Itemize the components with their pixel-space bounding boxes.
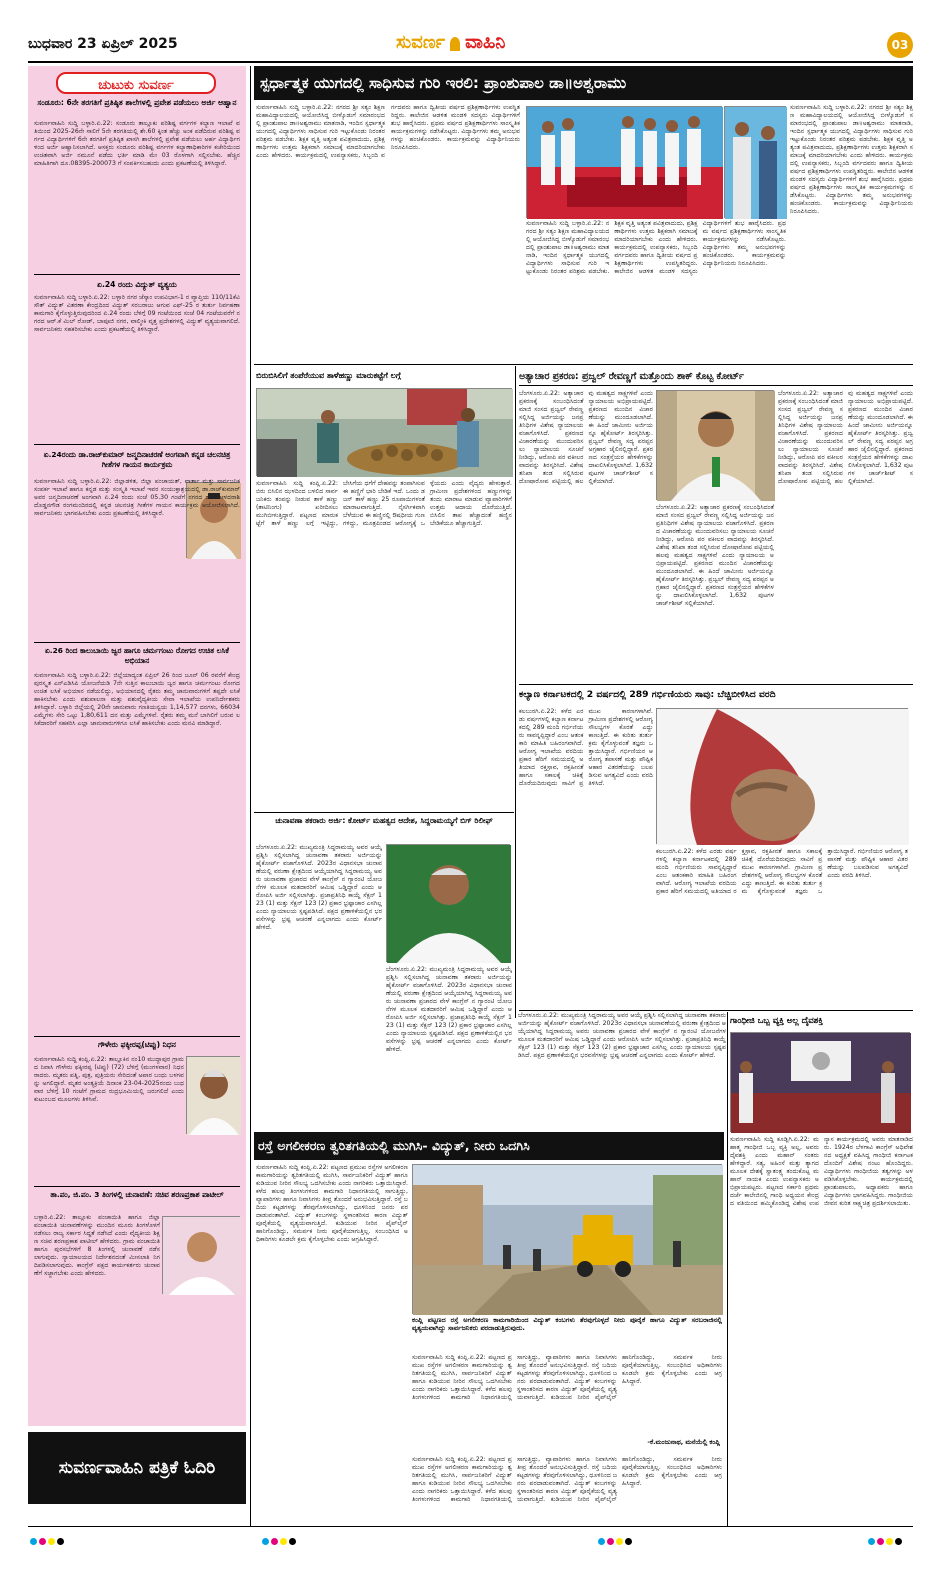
issue-date: ಬುಧವಾರ 23 ಏಪ್ರಿಲ್ 2025 — [28, 36, 178, 52]
maternal-body-col1: ಕಲಬುರಗಿ.ಏ.22: ಕಳೆದ ಎರಡು ವರ್ಷಗಳಲ್ಲಿ ಕಲ್ಯಾಣ ಕರ್ನಾಟಕದಲ್ಲಿ 289 ಮಂದಿ ಗರ್ಭಿಣಿಯರು ಸಾವನ್ನಪ್ಪಿದ್ದಾರೆ ಎಂಬ ಆತಂಕಕಾರಿ ಮಾಹಿತಿ ಬಹಿರಂಗವಾಗಿದೆ. ಆರೋಗ್ಯ ಇಲಾಖೆಯ ವರದಿಯ ಪ್ರಕಾರ ಹೆರಿಗೆ ಸಮಯದಲ್ಲಿ ಅತಿಯಾದ ರಕ್ತಸ್ರಾವ, ರಕ್ತಹೀನತೆ ಹಾಗೂ ಸಕಾಲಕ್ಕೆ ಚಿಕಿತ್ಸೆ ದೊರೆಯದಿರುವುದು ಸಾವಿಗೆ ಪ್ರಮುಖ ಕಾರಣಗಳಾಗಿವೆ. ಗ್ರಾಮೀಣ ಪ್ರದೇಶಗಳಲ್ಲಿ ಆರೋಗ್ಯ ಸೌಲಭ್ಯಗಳ ಕೊರತೆ ಎದ್ದು ಕಾಣುತ್ತಿದೆ. ಈ ಕುರಿತು ತುರ್ತು ಕ್ರಮ ಕೈಗೊಳ್ಳುವಂತೆ ತಜ್ಞರು ಒತ್ತಾಯಿಸಿದ್ದಾರೆ. ಗರ್ಭಿಣಿಯರ ಆರೋಗ್ಯ ತಪಾಸಣೆ ಮತ್ತು ಪೌಷ್ಟಿಕ ಆಹಾರ ವಿತರಣೆಯನ್ನು ಬಲಪಡಿಸುವ ಅಗತ್ಯವಿದೆ ಎಂದು ವರದಿ ತಿಳಿಸಿದೆ. — [519, 708, 653, 787]
black-dot — [895, 1538, 902, 1545]
lead-body-col2: ಸುವರ್ಣವಾಹಿನಿ ಸುದ್ದಿ ಬಳ್ಳಾರಿ.ಏ.22: ನಗರದ ಶ್ರೀ ಸತ್ಯಂ ಶಿಕ್ಷಣ ಮಹಾವಿದ್ಯಾಲಯದಲ್ಲಿ ಆಯೋಜಿಸಿದ್ದ ಬೀಳ್ಕೊಡುಗೆ ಸಮಾರಂಭದಲ್ಲಿ ಪ್ರಾಂಶುಪಾಲ ಡಾ॥ಅಶ್ವರಾಮು ಮಾತನಾಡಿ, ಇಂದಿನ ಸ್ಪರ್ಧಾತ್ಮಕ ಯುಗದಲ್ಲಿ ವಿದ್ಯಾರ್ಥಿಗಳು ಸಾಧಿಸುವ ಗುರಿ ಇಟ್ಟುಕೊಂಡು ನಿರಂತರ ಪರಿಶ್ರಮ ಪಡಬೇಕು. ಶಿಕ್ಷಕ ವೃತ್ತಿ ಅತ್ಯಂತ ಪವಿತ್ರವಾದುದು, ಪ್ರಶಿಕ್ಷಣಾರ್ಥಿಗಳು ಉತ್ತಮ ಶಿಕ್ಷಕರಾಗಿ ಸಮಾಜಕ್ಕೆ ಮಾದರಿಯಾಗಬೇಕು ಎಂದು ಹೇಳಿದರು. ಕಾರ್ಯಕ್ರಮದಲ್ಲಿ ಉಪನ್ಯಾಸಕರು, ಸಿಬ್ಬಂದಿ ವರ್ಗದವರು ಹಾಗೂ ದ್ವಿತೀಯ ವರ್ಷದ ಪ್ರಶಿಕ್ಷಣಾರ್ಥಿಗಳು ಉಪಸ್ಥಿತರಿದ್ದರು. ಕಾಲೇಜಿನ ಆಡಳಿತ ಮಂಡಳಿ ಸದಸ್ಯರು ವಿದ್ಯಾರ್ಥಿಗಳಿಗೆ ಶುಭ ಹಾರೈಸಿದರು. ಪ್ರಥಮ ವರ್ಷದ ಪ್ರಶಿಕ್ಷಣಾರ್ಥಿಗಳು ಸಾಂಸ್ಕೃತಿಕ ಕಾರ್ಯಕ್ರಮಗಳನ್ನು ನಡೆಸಿಕೊಟ್ಟರು. ವಿದ್ಯಾರ್ಥಿಗಳು ತಮ್ಮ ಅನುಭವಗಳನ್ನು ಹಂಚಿಕೊಂಡರು. ಕಾರ್ಯಕ್ರಮವನ್ನು ವಿದ್ಯಾರ್ಥಿನಿಯರು ನಿರೂಪಿಸಿದರು. — [526, 220, 786, 275]
divider — [34, 444, 240, 445]
sidebar-title-text: ಚುಟುಕು ಸುವರ್ಣ — [98, 78, 174, 93]
road-headline: ರಸ್ತೆ ಅಗಲೀಕರಣ ತ್ವರಿತಗತಿಯಲ್ಲಿ ಮುಗಿಸಿ- ವಿದ್ಯುತ್, ನೀರು ಒದಗಿಸಿ — [258, 1138, 530, 1153]
sidebar-headline: ಗೌಳೇರು ಫಕ್ಕೀರಪ್ಪ(ಟಿಪ್ಪು) ನಿಧನ — [97, 1040, 177, 1049]
divider — [254, 364, 913, 365]
sidebar-body: ಬಳ್ಳಾರಿ.ಏ.22: ತಾಲ್ಲೂಕು ಪಂಚಾಯಿತಿ ಹಾಗೂ ಜಿಲ್ಲಾ ಪಂಚಾಯಿತಿ ಚುನಾವಣೆಗಳನ್ನು ಮುಂದಿನ ಮೂರು ತಿಂಗಳೊಳಗೆ ನಡೆಸಲು ರಾಜ್ಯ ಸರ್ಕಾರ ಸಿದ್ಧತೆ ನಡೆಸಿದೆ ಎಂದು ವೈದ್ಯಕೀಯ ಶಿಕ್ಷಣ ಸಚಿವ ಶರಣಪ್ರಕಾಶ ಪಾಟೀಲ್ ಹೇಳಿದರು. ಗ್ರಾಮ ಪಂಚಾಯಿತಿ ಹಾಗೂ ಪುರಸಭೆಗಳಿಗೆ 8 ತಿಂಗಳಲ್ಲಿ ಚುನಾವಣೆ ನಡೆಸಲಾಗುವುದು. ನ್ಯಾಯಾಲಯದ ನಿರ್ದೇಶನದಂತೆ ಮೀಸಲಾತಿ ನಿಗದಿಪಡಿಸಲಾಗುವುದು. ಕಾಂಗ್ರೆಸ್ ಪಕ್ಷದ ಕಾರ್ಯಕರ್ತರು ಚುನಾವಣೆಗೆ ಸಜ್ಜಾಗಬೇಕು ಎಂದು ಹೇಳಿದರು. — [34, 1214, 160, 1277]
sidebar-body: ಸುವರ್ಣವಾಹಿನಿ ಸುದ್ದಿ ಬಳ್ಳಾರಿ.ಏ.22: ಜಿಲ್ಲಾಡಳಿತ, ಜಿಲ್ಲಾ ಪಂಚಾಯತ್, ವಾರ್ತಾ ಮತ್ತು ಸಾರ್ವಜನಿಕ ಸಂಪರ್ಕ ಇಲಾಖೆ ಹಾಗೂ ಕನ್ನಡ ಮತ್ತು ಸಂಸ್ಕೃತಿ ಇಲಾಖೆ ಇವರ ಸಂಯುಕ್ತಾಶ್ರಯದಲ್ಲಿ ಡಾ.ರಾಜ್‌ಕುಮಾರ್ ಅವರ ಜನ್ಮದಿನಾಚರಣೆ ಅಂಗವಾಗಿ ಏ.24 ರಂದು ಸಂಜೆ 05.30 ಗಂಟೆಗೆ ನಗರದ ಡಾ.ಜೋಳದರಾಶಿ ದೊಡ್ಡನಗೌಡ ರಂಗಮಂದಿರದಲ್ಲಿ ಕನ್ನಡ ಚಲನಚಿತ್ರ ಗೀತೆಗಳ ಗಾಯನ ಕಾರ್ಯಕ್ರಮ ಆಯೋಜಿಸಲಾಗಿದೆ. ಸಾರ್ವಜನಿಕರು ಭಾಗವಹಿಸಬೇಕು ಎಂದು ಪ್ರಕಟಣೆಯಲ್ಲಿ ತಿಳಿಸಿದ್ದಾರೆ. — [34, 478, 240, 517]
sidebar-headline: ಏ.24ರಂದು ಡಾ.ರಾಜ್‌ಕುಮಾರ್ ಜನ್ಮದಿನಾಚರಣೆ ಅಂಗವಾಗಿ ಕನ್ನಡ ಚಲನಚಿತ್ರ ಗೀತೆಗಳ ಗಾಯನ ಕಾರ್ಯಕ್ರಮ — [43, 450, 231, 469]
cyan-dot — [868, 1538, 875, 1545]
divider — [34, 1186, 240, 1187]
vegetables-photo — [256, 388, 512, 476]
divider — [34, 1036, 240, 1037]
subscribe-banner — [28, 1432, 246, 1504]
registration-marks-left — [30, 1530, 66, 1549]
sidebar-section-title — [56, 72, 216, 94]
black-dot — [289, 1538, 296, 1545]
torch-icon — [450, 37, 460, 51]
lead-body-col3: ಸುವರ್ಣವಾಹಿನಿ ಸುದ್ದಿ ಬಳ್ಳಾರಿ.ಏ.22: ನಗರದ ಶ್ರೀ ಸತ್ಯಂ ಶಿಕ್ಷಣ ಮಹಾವಿದ್ಯಾಲಯದಲ್ಲಿ ಆಯೋಜಿಸಿದ್ದ ಬೀಳ್ಕೊಡುಗೆ ಸಮಾರಂಭದಲ್ಲಿ ಪ್ರಾಂಶುಪಾಲ ಡಾ॥ಅಶ್ವರಾಮು ಮಾತನಾಡಿ, ಇಂದಿನ ಸ್ಪರ್ಧಾತ್ಮಕ ಯುಗದಲ್ಲಿ ವಿದ್ಯಾರ್ಥಿಗಳು ಸಾಧಿಸುವ ಗುರಿ ಇಟ್ಟುಕೊಂಡು ನಿರಂತರ ಪರಿಶ್ರಮ ಪಡಬೇಕು. ಶಿಕ್ಷಕ ವೃತ್ತಿ ಅತ್ಯಂತ ಪವಿತ್ರವಾದುದು, ಪ್ರಶಿಕ್ಷಣಾರ್ಥಿಗಳು ಉತ್ತಮ ಶಿಕ್ಷಕರಾಗಿ ಸಮಾಜಕ್ಕೆ ಮಾದರಿಯಾಗಬೇಕು ಎಂದು ಹೇಳಿದರು. ಕಾರ್ಯಕ್ರಮದಲ್ಲಿ ಉಪನ್ಯಾಸಕರು, ಸಿಬ್ಬಂದಿ ವರ್ಗದವರು ಹಾಗೂ ದ್ವಿತೀಯ ವರ್ಷದ ಪ್ರಶಿಕ್ಷಣಾರ್ಥಿಗಳು ಉಪಸ್ಥಿತರಿದ್ದರು. ಕಾಲೇಜಿನ ಆಡಳಿತ ಮಂಡಳಿ ಸದಸ್ಯರು ವಿದ್ಯಾರ್ಥಿಗಳಿಗೆ ಶುಭ ಹಾರೈಸಿದರು. ಪ್ರಥಮ ವರ್ಷದ ಪ್ರಶಿಕ್ಷಣಾರ್ಥಿಗಳು ಸಾಂಸ್ಕೃತಿಕ ಕಾರ್ಯಕ್ರಮಗಳನ್ನು ನಡೆಸಿಕೊಟ್ಟರು. ವಿದ್ಯಾರ್ಥಿಗಳು ತಮ್ಮ ಅನುಭವಗಳನ್ನು ಹಂಚಿಕೊಂಡರು. ಕಾರ್ಯಕ್ರಮವನ್ನು ವಿದ್ಯಾರ್ಥಿನಿಯರು ನಿರೂಪಿಸಿದರು. — [790, 104, 913, 215]
election-headline: ಚುನಾವಣಾ ತಕರಾರು ಅರ್ಜಿ: ಕೋರ್ಟ್ ಮಹತ್ವದ ಆದೇಶ, ಸಿದ್ದರಾಮಯ್ಯಗೆ ಬಿಗ್ ರಿಲೀಫ್ — [275, 816, 493, 825]
election-body-col1: ಬೆಂಗಳೂರು.ಏ.22: ಮುಖ್ಯಮಂತ್ರಿ ಸಿದ್ದರಾಮಯ್ಯ ಅವರ ಆಯ್ಕೆ ಪ್ರಶ್ನಿಸಿ ಸಲ್ಲಿಸಲಾಗಿದ್ದ ಚುನಾವಣಾ ತಕರಾರು ಅರ್ಜಿಯನ್ನು ಹೈಕೋರ್ಟ್ ವಜಾಗೊಳಿಸಿದೆ. 2023ರ ವಿಧಾನಸಭಾ ಚುನಾವಣೆಯಲ್ಲಿ ವರುಣಾ ಕ್ಷೇತ್ರದಿಂದ ಆಯ್ಕೆಯಾಗಿದ್ದ ಸಿದ್ದರಾಮಯ್ಯ ಅವರು ಚುನಾವಣಾ ಪ್ರಚಾರದ ವೇಳೆ ಕಾಂಗ್ರೆಸ್ ನ ಗ್ಯಾರಂಟಿ ಯೋಜನೆಗಳ ಮೂಲಕ ಮತದಾರರಿಗೆ ಆಮಿಷ ಒಡ್ಡಿದ್ದಾರೆ ಎಂದು ಆರೋಪಿಸಿ ಅರ್ಜಿ ಸಲ್ಲಿಸಲಾಗಿತ್ತು. ಪ್ರಜಾಪ್ರತಿನಿಧಿ ಕಾಯ್ದೆ ಸೆಕ್ಷನ್ 123 (1) ಮತ್ತು ಸೆಕ್ಷನ್ 123 (2) ಪ್ರಕಾರ ಭ್ರಷ್ಟಾಚಾರ ಎಸಗಿಲ್ಲ ಎಂದು ನ್ಯಾಯಾಲಯ ಸ್ಪಷ್ಟಪಡಿಸಿದೆ. ಪಕ್ಷದ ಪ್ರಣಾಳಿಕೆಯಲ್ಲಿನ ಭರವಸೆಗಳನ್ನು ಭ್ರಷ್ಟ ಆಚರಣೆ ಎನ್ನಲಾಗದು ಎಂದು ಕೋರ್ಟ್ ಹೇಳಿದೆ. — [256, 844, 382, 931]
road-body-col2-top: ಸುವರ್ಣವಾಹಿನಿ ಸುದ್ದಿ ಕಂಪ್ಲಿ.ಏ.22: ಪಟ್ಟಣದ ಪ್ರಮುಖ ರಸ್ತೆಗಳ ಅಗಲೀಕರಣ ಕಾಮಗಾರಿಯನ್ನು ತ್ವರಿತಗತಿಯಲ್ಲಿ ಮುಗಿಸಿ, ಸಾರ್ವಜನಿಕರಿಗೆ ವಿದ್ಯುತ್ ಹಾಗೂ ಕುಡಿಯುವ ನೀರಿನ ಸೌಲಭ್ಯ ಒದಗಿಸಬೇಕು ಎಂದು ನಾಗರಿಕರು ಒತ್ತಾಯಿಸಿದ್ದಾರೆ. ಕಳೆದ ಹಲವು ತಿಂಗಳುಗಳಿಂದ ಕಾಮಗಾರಿ ನಿಧಾನಗತಿಯಲ್ಲಿ ಸಾಗುತ್ತಿದ್ದು, ವ್ಯಾಪಾರಿಗಳು ಹಾಗೂ ನಿವಾಸಿಗಳು ತೀವ್ರ ತೊಂದರೆ ಅನುಭವಿಸುತ್ತಿದ್ದಾರೆ. ರಸ್ತೆ ಬದಿಯ ಕಟ್ಟಡಗಳನ್ನು ತೆರವುಗೊಳಿಸಲಾಗಿದ್ದು, ಧೂಳಿನಿಂದ ಜನರು ಪರದಾಡುವಂತಾಗಿದೆ. ವಿದ್ಯುತ್ ಕಂಬಗಳನ್ನು ಸ್ಥಳಾಂತರಿಸದ ಕಾರಣ ವಿದ್ಯುತ್ ಪೂರೈಕೆಯಲ್ಲಿ ವ್ಯತ್ಯಯವಾಗುತ್ತಿದೆ. ಕುಡಿಯುವ ನೀರಿನ ಪೈಪ್‌ಲೈನ್ ಹಾನಿಗೊಂಡಿದ್ದು, ಸಮರ್ಪಕ ನೀರು ಪೂರೈಕೆಯಾಗುತ್ತಿಲ್ಲ. ಸಂಬಂಧಿಸಿದ ಅಧಿಕಾರಿಗಳು ಕೂಡಲೇ ಕ್ರಮ ಕೈಗೊಳ್ಳಬೇಕು ಎಂದು ಆಗ್ರಹಿಸಿದ್ದಾರೆ. — [412, 1354, 722, 1401]
divider — [34, 274, 240, 275]
sidebar-body: ಸುವರ್ಣವಾಹಿನಿ ಸುದ್ದಿ ಕಂಪ್ಲಿ.ಏ.22: ತಾಲ್ಲೂಕಿನ ನಂ10 ಮುದ್ದಾಪುರ ಗ್ರಾಮದ ನಿವಾಸಿ ಗೌಳೇರು ಫಕ್ಕೀರಪ್ಪ (ಟಿಪ್ಪು) (72) ಬೆಳಿಗ್ಗೆ (ಮಂಗಳವಾರ) ನಿಧನರಾದರು. ಮೃತರು ಪತ್ನಿ, ಪುತ್ರ, ಪುತ್ರಿಯರು ಸೇರಿದಂತೆ ಅಪಾರ ಬಂಧು ಬಳಗವನ್ನು ಅಗಲಿದ್ದಾರೆ. ಮೃತರ ಅಂತ್ಯಕ್ರಿಯೆ ದಿನಾಂಕ 23-04-2025ರಂದು ಬುಧವಾರ ಬೆಳಿಗ್ಗೆ 10 ಗಂಟೆಗೆ ಗ್ರಾಮದ ರುದ್ರಭೂಮಿಯಲ್ಲಿ ಜರುಗಲಿದೆ ಎಂದು ಕುಟುಂಬದ ಮೂಲಗಳು ತಿಳಿಸಿವೆ. — [34, 1056, 184, 1103]
minister-photo — [162, 1216, 240, 1294]
road-body-col2: ಸುವರ್ಣವಾಹಿನಿ ಸುದ್ದಿ ಕಂಪ್ಲಿ.ಏ.22: ಪಟ್ಟಣದ ಪ್ರಮುಖ ರಸ್ತೆಗಳ ಅಗಲೀಕರಣ ಕಾಮಗಾರಿಯನ್ನು ತ್ವರಿತಗತಿಯಲ್ಲಿ ಮುಗಿಸಿ, ಸಾರ್ವಜನಿಕರಿಗೆ ವಿದ್ಯುತ್ ಹಾಗೂ ಕುಡಿಯುವ ನೀರಿನ ಸೌಲಭ್ಯ ಒದಗಿಸಬೇಕು ಎಂದು ನಾಗರಿಕರು ಒತ್ತಾಯಿಸಿದ್ದಾರೆ. ಕಳೆದ ಹಲವು ತಿಂಗಳುಗಳಿಂದ ಕಾಮಗಾರಿ ನಿಧಾನಗತಿಯಲ್ಲಿ ಸಾಗುತ್ತಿದ್ದು, ವ್ಯಾಪಾರಿಗಳು ಹಾಗೂ ನಿವಾಸಿಗಳು ತೀವ್ರ ತೊಂದರೆ ಅನುಭವಿಸುತ್ತಿದ್ದಾರೆ. ರಸ್ತೆ ಬದಿಯ ಕಟ್ಟಡಗಳನ್ನು ತೆರವುಗೊಳಿಸಲಾಗಿದ್ದು, ಧೂಳಿನಿಂದ ಜನರು ಪರದಾಡುವಂತಾಗಿದೆ. ವಿದ್ಯುತ್ ಕಂಬಗಳನ್ನು ಸ್ಥಳಾಂತರಿಸದ ಕಾರಣ ವಿದ್ಯುತ್ ಪೂರೈಕೆಯಲ್ಲಿ ವ್ಯತ್ಯಯವಾಗುತ್ತಿದೆ. ಕುಡಿಯುವ ನೀರಿನ ಪೈಪ್‌ಲೈನ್ ಹಾನಿಗೊಂಡಿದ್ದು, ಸಮರ್ಪಕ ನೀರು ಪೂರೈಕೆಯಾಗುತ್ತಿಲ್ಲ. ಸಂಬಂಧಿಸಿದ ಅಧಿಕಾರಿಗಳು ಕೂಡಲೇ ಕ್ರಮ ಕೈಗೊಳ್ಳಬೇಕು ಎಂದು ಆಗ್ರಹಿಸಿದ್ದಾರೆ. — [412, 1456, 722, 1503]
road-headline-band — [254, 1132, 724, 1160]
sidebar-headline: ಏ.24 ರಂದು ವಿದ್ಯುತ್ ವ್ಯತ್ಯಯ — [97, 280, 177, 289]
yellow-dot — [48, 1538, 55, 1545]
gandhi-body: ಸುವರ್ಣವಾಹಿನಿ ಸುದ್ದಿ ಕೂಡ್ಲಿಗಿ.ಏ.22: ಮಹಾತ್ಮ ಗಾಂಧೀಜಿ ಒಬ್ಬ ವ್ಯಕ್ತಿ ಅಲ್ಲ, ಅವರು ದೈವಶಕ್ತಿ ಎಂದು ಮಹಾನ್ ಸಂತರು ಹೇಳಿದ್ದಾರೆ. ಸತ್ಯ, ಅಹಿಂಸೆ ಮತ್ತು ತ್ಯಾಗದ ಮೂಲಕ ದೇಶಕ್ಕೆ ಸ್ವಾತಂತ್ರ್ಯ ತಂದುಕೊಟ್ಟ ಮಹಾನ್ ನಾಯಕ ಎಂದು ಉಪನ್ಯಾಸಕರು ಅಭಿಪ್ರಾಯಪಟ್ಟರು. ಪಟ್ಟಣದ ಸರ್ಕಾರಿ ಪ್ರಥಮ ದರ್ಜೆ ಕಾಲೇಜಿನಲ್ಲಿ ಗಾಂಧಿ ಅಧ್ಯಯನ ಕೇಂದ್ರದ ವತಿಯಿಂದ ಹಮ್ಮಿಕೊಂಡಿದ್ದ ವಿಶೇಷ ಉಪನ್ಯಾಸ ಕಾರ್ಯಕ್ರಮದಲ್ಲಿ ಅವರು ಮಾತನಾಡಿದರು. 1924ರ ಬೆಳಗಾವಿ ಕಾಂಗ್ರೆಸ್ ಅಧಿವೇಶನದ ಅಧ್ಯಕ್ಷತೆ ವಹಿಸಿದ್ದ ಗಾಂಧೀಜಿ ಕರ್ನಾಟಕದೊಂದಿಗೆ ವಿಶೇಷ ನಂಟು ಹೊಂದಿದ್ದರು. ವಿದ್ಯಾರ್ಥಿಗಳು ಗಾಂಧೀಜಿಯ ತತ್ವಗಳನ್ನು ಅಳವಡಿಸಿಕೊಳ್ಳಬೇಕು. ಕಾರ್ಯಕ್ರಮದಲ್ಲಿ ಪ್ರಾಂಶುಪಾಲರು, ಅಧ್ಯಾಪಕರು ಹಾಗೂ ವಿದ್ಯಾರ್ಥಿಗಳು ಭಾಗವಹಿಸಿದ್ದರು. ಗಾಂಧೀಜಿಯ ಜೀವನ ಕುರಿತ ಸಾಕ್ಷ್ಯಚಿತ್ರ ಪ್ರದರ್ಶಿಸಲಾಯಿತು. — [730, 1136, 913, 1207]
court-body-col1: ಬೆಂಗಳೂರು.ಏ.22: ಅತ್ಯಾಚಾರ ಪ್ರಕರಣಕ್ಕೆ ಸಂಬಂಧಿಸಿದಂತೆ ಮಾಜಿ ಸಂಸದ ಪ್ರಜ್ವಲ್ ರೇವಣ್ಣ ಸಲ್ಲಿಸಿದ್ದ ಅರ್ಜಿಯನ್ನು ಜನಪ್ರತಿನಿಧಿಗಳ ವಿಶೇಷ ನ್ಯಾಯಾಲಯ ವಜಾಗೊಳಿಸಿದೆ. ಪ್ರಕರಣದ ವಿಚಾರಣೆಯನ್ನು ಮುಂದುವರಿಸಲು ನ್ಯಾಯಾಲಯ ಸೂಚನೆ ನೀಡಿದ್ದು, ಆರೋಪಿ ಪರ ವಕೀಲರ ವಾದವನ್ನು ತಿರಸ್ಕರಿಸಿದೆ. ವಿಶೇಷ ತನಿಖಾ ತಂಡ ಸಲ್ಲಿಸಿರುವ ದೋಷಾರೋಪ ಪಟ್ಟಿಯಲ್ಲಿ ಹಲವು ಮಹತ್ವದ ಸಾಕ್ಷ್ಯಗಳಿವೆ ಎಂದು ನ್ಯಾಯಾಲಯ ಅಭಿಪ್ರಾಯಪಟ್ಟಿದೆ. ಪ್ರಕರಣದ ಮುಂದಿನ ವಿಚಾರಣೆಯನ್ನು ಮುಂದೂಡಲಾಗಿದೆ. ಈ ಹಿಂದೆ ಜಾಮೀನು ಅರ್ಜಿಯನ್ನೂ ಹೈಕೋರ್ಟ್ ತಿರಸ್ಕರಿಸಿತ್ತು. ಪ್ರಜ್ವಲ್ ರೇವಣ್ಣ ಸದ್ಯ ಪರಪ್ಪನ ಅಗ್ರಹಾರ ಜೈಲಿನಲ್ಲಿದ್ದಾರೆ. ಪ್ರಕರಣದ ಸಂತ್ರಸ್ತೆಯರ ಹೇಳಿಕೆಗಳನ್ನು ದಾಖಲಿಸಿಕೊಳ್ಳಲಾಗಿದೆ. 1,632 ಪುಟಗಳ ಚಾರ್ಜ್‌ಶೀಟ್ ಸಲ್ಲಿಕೆಯಾಗಿದೆ. — [519, 390, 653, 485]
registration-marks-mid-right — [598, 1530, 634, 1549]
divider — [34, 642, 240, 643]
brand-name-right: ವಾಹಿನಿ — [465, 32, 506, 53]
court-body-col3: ಬೆಂಗಳೂರು.ಏ.22: ಅತ್ಯಾಚಾರ ಪ್ರಕರಣಕ್ಕೆ ಸಂಬಂಧಿಸಿದಂತೆ ಮಾಜಿ ಸಂಸದ ಪ್ರಜ್ವಲ್ ರೇವಣ್ಣ ಸಲ್ಲಿಸಿದ್ದ ಅರ್ಜಿಯನ್ನು ಜನಪ್ರತಿನಿಧಿಗಳ ವಿಶೇಷ ನ್ಯಾಯಾಲಯ ವಜಾಗೊಳಿಸಿದೆ. ಪ್ರಕರಣದ ವಿಚಾರಣೆಯನ್ನು ಮುಂದುವರಿಸಲು ನ್ಯಾಯಾಲಯ ಸೂಚನೆ ನೀಡಿದ್ದು, ಆರೋಪಿ ಪರ ವಕೀಲರ ವಾದವನ್ನು ತಿರಸ್ಕರಿಸಿದೆ. ವಿಶೇಷ ತನಿಖಾ ತಂಡ ಸಲ್ಲಿಸಿರುವ ದೋಷಾರೋಪ ಪಟ್ಟಿಯಲ್ಲಿ ಹಲವು ಮಹತ್ವದ ಸಾಕ್ಷ್ಯಗಳಿವೆ ಎಂದು ನ್ಯಾಯಾಲಯ ಅಭಿಪ್ರಾಯಪಟ್ಟಿದೆ. ಪ್ರಕರಣದ ಮುಂದಿನ ವಿಚಾರಣೆಯನ್ನು ಮುಂದೂಡಲಾಗಿದೆ. ಈ ಹಿಂದೆ ಜಾಮೀನು ಅರ್ಜಿಯನ್ನೂ ಹೈಕೋರ್ಟ್ ತಿರಸ್ಕರಿಸಿತ್ತು. ಪ್ರಜ್ವಲ್ ರೇವಣ್ಣ ಸದ್ಯ ಪರಪ್ಪನ ಅಗ್ರಹಾರ ಜೈಲಿನಲ್ಲಿದ್ದಾರೆ. ಪ್ರಕರಣದ ಸಂತ್ರಸ್ತೆಯರ ಹೇಳಿಕೆಗಳನ್ನು ದಾಖಲಿಸಿಕೊಳ್ಳಲಾಗಿದೆ. 1,632 ಪುಟಗಳ ಚಾರ್ಜ್‌ಶೀಟ್ ಸಲ್ಲಿಕೆಯಾಗಿದೆ. — [778, 390, 913, 485]
maternal-body-col2: ಕಲಬುರಗಿ.ಏ.22: ಕಳೆದ ಎರಡು ವರ್ಷಗಳಲ್ಲಿ ಕಲ್ಯಾಣ ಕರ್ನಾಟಕದಲ್ಲಿ 289 ಮಂದಿ ಗರ್ಭಿಣಿಯರು ಸಾವನ್ನಪ್ಪಿದ್ದಾರೆ ಎಂಬ ಆತಂಕಕಾರಿ ಮಾಹಿತಿ ಬಹಿರಂಗವಾಗಿದೆ. ಆರೋಗ್ಯ ಇಲಾಖೆಯ ವರದಿಯ ಪ್ರಕಾರ ಹೆರಿಗೆ ಸಮಯದಲ್ಲಿ ಅತಿಯಾದ ರಕ್ತಸ್ರಾವ, ರಕ್ತಹೀನತೆ ಹಾಗೂ ಸಕಾಲಕ್ಕೆ ಚಿಕಿತ್ಸೆ ದೊರೆಯದಿರುವುದು ಸಾವಿಗೆ ಪ್ರಮುಖ ಕಾರಣಗಳಾಗಿವೆ. ಗ್ರಾಮೀಣ ಪ್ರದೇಶಗಳಲ್ಲಿ ಆರೋಗ್ಯ ಸೌಲಭ್ಯಗಳ ಕೊರತೆ ಎದ್ದು ಕಾಣುತ್ತಿದೆ. ಈ ಕುರಿತು ತುರ್ತು ಕ್ರಮ ಕೈಗೊಳ್ಳುವಂತೆ ತಜ್ಞರು ಒತ್ತಾಯಿಸಿದ್ದಾರೆ. ಗರ್ಭಿಣಿಯರ ಆರೋಗ್ಯ ತಪಾಸಣೆ ಮತ್ತು ಪೌಷ್ಟಿಕ ಆಹಾರ ವಿತರಣೆಯನ್ನು ಬಲಪಡಿಸುವ ಅಗತ್ಯವಿದೆ ಎಂದು ವರದಿ ತಿಳಿಸಿದೆ. — [656, 848, 908, 895]
road-byline: -ಕೆ.ಮಂಜುನಾಥ, ಮನೆಯೆಲ್ಲಿ ಕಂಪ್ಲಿ — [647, 1438, 720, 1446]
cyan-dot — [262, 1538, 269, 1545]
sidebar-body: ಸುವರ್ಣವಾಹಿನಿ ಸುದ್ದಿ ಬಳ್ಳಾರಿ.ಏ.22: ಬಳ್ಳಾರಿ ನಗರ ಜೆಸ್ಕಾಂ ಉಪವಿಭಾಗ-1 ರ ವ್ಯಾಪ್ತಿಯ 110/11ಕೆವಿ ಸೌತ್ ವಿದ್ಯುತ್ ವಿತರಣಾ ಕೇಂದ್ರದಿಂದ ವಿದ್ಯುತ್ ಸರಬರಾಜು ಆಗುವ ಎಫ್-25 ರ ತುರ್ತು ನಿರ್ವಹಣಾ ಕಾಮಗಾರಿ ಕೈಗೊಳ್ಳುತ್ತಿರುವುದರಿಂದ ಏ.24 ರಂದು ಬೆಳಿಗ್ಗೆ 09 ಗಂಟೆಯಿಂದ ಸಂಜೆ 04 ಗಂಟೆಯವರೆಗೆ ನಗರದ ಆರ್.ಕೆ ಮಿಲ್ ರೋಡ್, ಬಾಪೂಜಿ ನಗರ, ವಾಲ್ಮೀಕಿ ವೃತ್ತ ಪ್ರದೇಶಗಳಲ್ಲಿ ವಿದ್ಯುತ್ ವ್ಯತ್ಯಯವಾಗಲಿದೆ. ಸಾರ್ವಜನಿಕರು ಸಹಕರಿಸಬೇಕು ಎಂದು ಪ್ರಕಟಣೆಯಲ್ಲಿ ತಿಳಿಸಿದ್ದಾರೆ. — [34, 294, 240, 333]
registration-marks-right — [868, 1530, 904, 1549]
yellow-dot — [886, 1538, 893, 1545]
brand-name-left: ಸುವರ್ಣ — [396, 32, 445, 53]
sidebar-body: ಸುವರ್ಣವಾಹಿನಿ ಸುದ್ದಿ ಬಳ್ಳಾರಿ.ಏ.22: ಜಿಲ್ಲೆಯಾದ್ಯಂತ ಏಪ್ರಿಲ್ 26 ರಿಂದ ಜೂನ್ 06 ರವರೆಗೆ ಕೇಂದ್ರ ಪುರಸ್ಕೃತ ಎನ್‌ಎಡಿಸಿಪಿ ಯೋಜನೆಯಡಿ 7ನೇ ಸುತ್ತಿನ ಕಾಲುಬಾಯಿ ಜ್ವರ ಹಾಗೂ ಚರ್ಮಗಂಟು ರೋಗದ ಉಚಿತ ಲಸಿಕೆ ಅಭಿಯಾನ ನಡೆಯಲಿದ್ದು, ಅಭಿಯಾನದಲ್ಲಿ ರೈತರು ತಮ್ಮ ಜಾನುವಾರುಗಳಿಗೆ ತಪ್ಪದೇ ಲಸಿಕೆ ಹಾಕಿಸಬೇಕು ಎಂದು ಪಶುಪಾಲನಾ ಮತ್ತು ಪಶುವೈದ್ಯಕೀಯ ಸೇವಾ ಇಲಾಖೆಯ ಉಪನಿರ್ದೇಶಕರು ತಿಳಿಸಿದ್ದಾರೆ. ಬಳ್ಳಾರಿ ಜಿಲ್ಲೆಯಲ್ಲಿ 20ನೇ ಜಾನುವಾರು ಗಣತಿಯನ್ವಯ 1,14,577 ದನಗಳು, 66034 ಎಮ್ಮೆಗಳು ಸೇರಿ ಒಟ್ಟು 1,80,611 ದನ ಮತ್ತು ಎಮ್ಮೆಗಳಿವೆ. ರೈತರು ತಮ್ಮ ಮನೆ ಬಾಗಿಲಿಗೆ ಬರುವ ಲಸಿಕೆದಾರರಿಗೆ ಸಹಕರಿಸಿ ಎಲ್ಲಾ ಜಾನುವಾರುಗಳಿಗೂ ಲಸಿಕೆ ಹಾಕಿಸಬೇಕು ಎಂದು ಮನವಿ ಮಾಡಿದ್ದಾರೆ. — [34, 672, 240, 727]
vegetables-body: ಸುವರ್ಣವಾಹಿನಿ ಸುದ್ದಿ ಕಂಪ್ಲಿ.ಏ.22: ಬಿರು ಬಿಸಿಲಿನ ಝಳದಿಂದ ಬಳಲಿದ ಸಾರ್ವಜನಿಕರು ತಂಪನ್ನು ನೀಡುವ ತಾಳೆ ಹಣ್ಣು (ತಾಟಿನಿಂಗು) ಖರೀದಿಸಲು ಮುಗಿಬೀಳುತ್ತಿದ್ದಾರೆ. ಪಟ್ಟಣದ ಮಾರುಕಟ್ಟೆಗೆ ತಾಳೆ ಹಣ್ಣು ಲಗ್ಗೆ ಇಟ್ಟಿದ್ದು, ಬೇಸಿಗೆಯ ಧಗೆಗೆ ದೇಹವನ್ನು ತಂಪಾಗಿಸುವ ಈ ಹಣ್ಣಿಗೆ ಭಾರಿ ಬೇಡಿಕೆ ಇದೆ. ಒಂದು ಡಜನ್ ತಾಳೆ ಹಣ್ಣು 25 ರೂಪಾಯಿಗಳಂತೆ ಮಾರಾಟವಾಗುತ್ತಿದೆ. ನೈಸರ್ಗಿಕವಾಗಿ ಬೆಳೆಯುವ ಈ ಹಣ್ಣಿನಲ್ಲಿ ಔಷಧೀಯ ಗುಣಗಳಿದ್ದು, ಮೂತ್ರಪಿಂಡದ ಆರೋಗ್ಯಕ್ಕೆ ಒಳ್ಳೆಯದು ಎಂದು ವೈದ್ಯರು ಹೇಳುತ್ತಾರೆ. ಗ್ರಾಮೀಣ ಪ್ರದೇಶಗಳಿಂದ ಹಣ್ಣುಗಳನ್ನು ತಂದು ಮಾರಾಟ ಮಾಡುವ ವ್ಯಾಪಾರಿಗಳಿಗೆ ಉತ್ತಮ ಆದಾಯ ದೊರೆಯುತ್ತಿದೆ. ಬಿಸಿಲಿನ ತಾಪ ಹೆಚ್ಚಾದಂತೆ ಹಣ್ಣಿನ ಬೇಡಿಕೆಯೂ ಹೆಚ್ಚಾಗುತ್ತಿದೆ. — [256, 480, 512, 527]
subscribe-banner-text: ಸುವರ್ಣವಾಹಿನಿ ಪತ್ರಿಕೆ ಓದಿರಿ — [58, 1458, 216, 1478]
masthead — [28, 30, 913, 62]
masthead-rule — [28, 61, 913, 63]
prajwal-photo — [656, 390, 774, 500]
sidebar-headline: ತಾ.ಪಂ, ಜಿ.ಪಂ. 3 ತಿಂಗಳಲ್ಲಿ ಚುನಾವಣೆ: ಸಚಿವ ಶರಣಪ್ರಕಾಶ ಪಾಟೀಲ್ — [50, 1190, 224, 1199]
sidebar-headline: ಸಂಡೂರು: 6ನೇ ತರಗತಿಗೆ ಪ್ರತಿಷ್ಠಿತ ಶಾಲೆಗಳಲ್ಲಿ ಪ್ರವೇಶ ಪಡೆಯಲು ಅರ್ಜಿ ಆಹ್ವಾನ — [37, 98, 237, 107]
election-body-continued: ಬೆಂಗಳೂರು.ಏ.22: ಮುಖ್ಯಮಂತ್ರಿ ಸಿದ್ದರಾಮಯ್ಯ ಅವರ ಆಯ್ಕೆ ಪ್ರಶ್ನಿಸಿ ಸಲ್ಲಿಸಲಾಗಿದ್ದ ಚುನಾವಣಾ ತಕರಾರು ಅರ್ಜಿಯನ್ನು ಹೈಕೋರ್ಟ್ ವಜಾಗೊಳಿಸಿದೆ. 2023ರ ವಿಧಾನಸಭಾ ಚುನಾವಣೆಯಲ್ಲಿ ವರುಣಾ ಕ್ಷೇತ್ರದಿಂದ ಆಯ್ಕೆಯಾಗಿದ್ದ ಸಿದ್ದರಾಮಯ್ಯ ಅವರು ಚುನಾವಣಾ ಪ್ರಚಾರದ ವೇಳೆ ಕಾಂಗ್ರೆಸ್ ನ ಗ್ಯಾರಂಟಿ ಯೋಜನೆಗಳ ಮೂಲಕ ಮತದಾರರಿಗೆ ಆಮಿಷ ಒಡ್ಡಿದ್ದಾರೆ ಎಂದು ಆರೋಪಿಸಿ ಅರ್ಜಿ ಸಲ್ಲಿಸಲಾಗಿತ್ತು. ಪ್ರಜಾಪ್ರತಿನಿಧಿ ಕಾಯ್ದೆ ಸೆಕ್ಷನ್ 123 (1) ಮತ್ತು ಸೆಕ್ಷನ್ 123 (2) ಪ್ರಕಾರ ಭ್ರಷ್ಟಾಚಾರ ಎಸಗಿಲ್ಲ ಎಂದು ನ್ಯಾಯಾಲಯ ಸ್ಪಷ್ಟಪಡಿಸಿದೆ. ಪಕ್ಷದ ಪ್ರಣಾಳಿಕೆಯಲ್ಲಿನ ಭರವಸೆಗಳನ್ನು ಭ್ರಷ್ಟ ಆಚರಣೆ ಎನ್ನಲಾಗದು ಎಂದು ಕೋರ್ಟ್ ಹೇಳಿದೆ. — [518, 1012, 726, 1059]
yellow-dot — [616, 1538, 623, 1545]
lead-headline-band — [254, 66, 913, 100]
vegetables-headline: ಬಿರುಬಿಸಿಲಿಗೆ ತಂಪೆರೆಯುವ ತಾಳೆಹಣ್ಣು ಮಾರುಕಟ್ಟೆಗೆ ಲಗ್ಗೆ — [256, 371, 401, 380]
black-dot — [57, 1538, 64, 1545]
footer-rule — [28, 1526, 913, 1527]
lead-photo — [526, 106, 722, 218]
gandhi-headline: ಗಾಂಧೀಜಿ ಒಬ್ಬ ವ್ಯಕ್ತಿ ಅಲ್ಲ ದೈವಶಕ್ತಿ — [730, 1015, 823, 1025]
court-body-col2: ಬೆಂಗಳೂರು.ಏ.22: ಅತ್ಯಾಚಾರ ಪ್ರಕರಣಕ್ಕೆ ಸಂಬಂಧಿಸಿದಂತೆ ಮಾಜಿ ಸಂಸದ ಪ್ರಜ್ವಲ್ ರೇವಣ್ಣ ಸಲ್ಲಿಸಿದ್ದ ಅರ್ಜಿಯನ್ನು ಜನಪ್ರತಿನಿಧಿಗಳ ವಿಶೇಷ ನ್ಯಾಯಾಲಯ ವಜಾಗೊಳಿಸಿದೆ. ಪ್ರಕರಣದ ವಿಚಾರಣೆಯನ್ನು ಮುಂದುವರಿಸಲು ನ್ಯಾಯಾಲಯ ಸೂಚನೆ ನೀಡಿದ್ದು, ಆರೋಪಿ ಪರ ವಕೀಲರ ವಾದವನ್ನು ತಿರಸ್ಕರಿಸಿದೆ. ವಿಶೇಷ ತನಿಖಾ ತಂಡ ಸಲ್ಲಿಸಿರುವ ದೋಷಾರೋಪ ಪಟ್ಟಿಯಲ್ಲಿ ಹಲವು ಮಹತ್ವದ ಸಾಕ್ಷ್ಯಗಳಿವೆ ಎಂದು ನ್ಯಾಯಾಲಯ ಅಭಿಪ್ರಾಯಪಟ್ಟಿದೆ. ಪ್ರಕರಣದ ಮುಂದಿನ ವಿಚಾರಣೆಯನ್ನು ಮುಂದೂಡಲಾಗಿದೆ. ಈ ಹಿಂದೆ ಜಾಮೀನು ಅರ್ಜಿಯನ್ನೂ ಹೈಕೋರ್ಟ್ ತಿರಸ್ಕರಿಸಿತ್ತು. ಪ್ರಜ್ವಲ್ ರೇವಣ್ಣ ಸದ್ಯ ಪರಪ್ಪನ ಅಗ್ರಹಾರ ಜೈಲಿನಲ್ಲಿದ್ದಾರೆ. ಪ್ರಕರಣದ ಸಂತ್ರಸ್ತೆಯರ ಹೇಳಿಕೆಗಳನ್ನು ದಾಖಲಿಸಿಕೊಳ್ಳಲಾಗಿದೆ. 1,632 ಪುಟಗಳ ಚಾರ್ಜ್‌ಶೀಟ್ ಸಲ್ಲಿಕೆಯಾಗಿದೆ. — [656, 504, 774, 607]
obituary-photo — [186, 1056, 240, 1134]
column-rule — [515, 366, 516, 1018]
yellow-dot — [280, 1538, 287, 1545]
column-rule — [727, 1012, 728, 1526]
gandhi-event-photo — [730, 1032, 910, 1132]
lead-headline: ಸ್ಪರ್ಧಾತ್ಮಕ ಯುಗದಲ್ಲಿ ಸಾಧಿಸುವ ಗುರಿ ಇರಲಿ: ಪ್ರಾಂಶುಪಾಲ ಡಾ॥ಅಶ್ವರಾಮು — [260, 74, 627, 92]
pregnant-woman-photo — [656, 708, 908, 844]
magenta-dot — [271, 1538, 278, 1545]
election-body-col2: ಬೆಂಗಳೂರು.ಏ.22: ಮುಖ್ಯಮಂತ್ರಿ ಸಿದ್ದರಾಮಯ್ಯ ಅವರ ಆಯ್ಕೆ ಪ್ರಶ್ನಿಸಿ ಸಲ್ಲಿಸಲಾಗಿದ್ದ ಚುನಾವಣಾ ತಕರಾರು ಅರ್ಜಿಯನ್ನು ಹೈಕೋರ್ಟ್ ವಜಾಗೊಳಿಸಿದೆ. 2023ರ ವಿಧಾನಸಭಾ ಚುನಾವಣೆಯಲ್ಲಿ ವರುಣಾ ಕ್ಷೇತ್ರದಿಂದ ಆಯ್ಕೆಯಾಗಿದ್ದ ಸಿದ್ದರಾಮಯ್ಯ ಅವರು ಚುನಾವಣಾ ಪ್ರಚಾರದ ವೇಳೆ ಕಾಂಗ್ರೆಸ್ ನ ಗ್ಯಾರಂಟಿ ಯೋಜನೆಗಳ ಮೂಲಕ ಮತದಾರರಿಗೆ ಆಮಿಷ ಒಡ್ಡಿದ್ದಾರೆ ಎಂದು ಆರೋಪಿಸಿ ಅರ್ಜಿ ಸಲ್ಲಿಸಲಾಗಿತ್ತು. ಪ್ರಜಾಪ್ರತಿನಿಧಿ ಕಾಯ್ದೆ ಸೆಕ್ಷನ್ 123 (1) ಮತ್ತು ಸೆಕ್ಷನ್ 123 (2) ಪ್ರಕಾರ ಭ್ರಷ್ಟಾಚಾರ ಎಸಗಿಲ್ಲ ಎಂದು ನ್ಯಾಯಾಲಯ ಸ್ಪಷ್ಟಪಡಿಸಿದೆ. ಪಕ್ಷದ ಪ್ರಣಾಳಿಕೆಯಲ್ಲಿನ ಭರವಸೆಗಳನ್ನು ಭ್ರಷ್ಟ ಆಚರಣೆ ಎನ್ನಲಾಗದು ಎಂದು ಕೋರ್ಟ್ ಹೇಳಿದೆ. — [386, 966, 512, 1053]
registration-marks-mid-left — [262, 1530, 298, 1549]
court-headline: ಅತ್ಯಾಚಾರ ಪ್ರಕರಣ: ಪ್ರಜ್ವಲ್ ರೇವಣ್ಣಗೆ ಮತ್ತೊಂದು ಶಾಕ್ ಕೊಟ್ಟ ಕೋರ್ಟ್ — [519, 371, 744, 382]
sidebar-headline: ಏ.26 ರಿಂದ ಕಾಲುಬಾಯಿ ಜ್ವರ ಹಾಗೂ ಚರ್ಮಗಂಟು ರೋಗದ ಉಚಿತ ಲಸಿಕೆ ಅಭಿಯಾನ — [45, 646, 229, 665]
lead-body-col1: ಸುವರ್ಣವಾಹಿನಿ ಸುದ್ದಿ ಬಳ್ಳಾರಿ.ಏ.22: ನಗರದ ಶ್ರೀ ಸತ್ಯಂ ಶಿಕ್ಷಣ ಮಹಾವಿದ್ಯಾಲಯದಲ್ಲಿ ಆಯೋಜಿಸಿದ್ದ ಬೀಳ್ಕೊಡುಗೆ ಸಮಾರಂಭದಲ್ಲಿ ಪ್ರಾಂಶುಪಾಲ ಡಾ॥ಅಶ್ವರಾಮು ಮಾತನಾಡಿ, ಇಂದಿನ ಸ್ಪರ್ಧಾತ್ಮಕ ಯುಗದಲ್ಲಿ ವಿದ್ಯಾರ್ಥಿಗಳು ಸಾಧಿಸುವ ಗುರಿ ಇಟ್ಟುಕೊಂಡು ನಿರಂತರ ಪರಿಶ್ರಮ ಪಡಬೇಕು. ಶಿಕ್ಷಕ ವೃತ್ತಿ ಅತ್ಯಂತ ಪವಿತ್ರವಾದುದು, ಪ್ರಶಿಕ್ಷಣಾರ್ಥಿಗಳು ಉತ್ತಮ ಶಿಕ್ಷಕರಾಗಿ ಸಮಾಜಕ್ಕೆ ಮಾದರಿಯಾಗಬೇಕು ಎಂದು ಹೇಳಿದರು. ಕಾರ್ಯಕ್ರಮದಲ್ಲಿ ಉಪನ್ಯಾಸಕರು, ಸಿಬ್ಬಂದಿ ವರ್ಗದವರು ಹಾಗೂ ದ್ವಿತೀಯ ವರ್ಷದ ಪ್ರಶಿಕ್ಷಣಾರ್ಥಿಗಳು ಉಪಸ್ಥಿತರಿದ್ದರು. ಕಾಲೇಜಿನ ಆಡಳಿತ ಮಂಡಳಿ ಸದಸ್ಯರು ವಿದ್ಯಾರ್ಥಿಗಳಿಗೆ ಶುಭ ಹಾರೈಸಿದರು. ಪ್ರಥಮ ವರ್ಷದ ಪ್ರಶಿಕ್ಷಣಾರ್ಥಿಗಳು ಸಾಂಸ್ಕೃತಿಕ ಕಾರ್ಯಕ್ರಮಗಳನ್ನು ನಡೆಸಿಕೊಟ್ಟರು. ವಿದ್ಯಾರ್ಥಿಗಳು ತಮ್ಮ ಅನುಭವಗಳನ್ನು ಹಂಚಿಕೊಂಡರು. ಕಾರ್ಯಕ್ರಮವನ್ನು ವಿದ್ಯಾರ್ಥಿನಿಯರು ನಿರೂಪಿಸಿದರು. — [256, 104, 520, 159]
page-number: 03 — [887, 32, 913, 58]
black-dot — [625, 1538, 632, 1545]
road-photo — [412, 1164, 722, 1314]
column-rule — [250, 66, 251, 1526]
divider — [519, 684, 913, 685]
magenta-dot — [877, 1538, 884, 1545]
maternal-headline: ಕಲ್ಯಾಣ ಕರ್ನಾಟಕದಲ್ಲಿ 2 ವರ್ಷದಲ್ಲಿ 289 ಗರ್ಭಿಣಿಯರು ಸಾವು: ಬೆಚ್ಚಿಬೀಳಿಸಿದ ವರದಿ — [519, 689, 776, 700]
sidebar-body: ಸುವರ್ಣವಾಹಿನಿ ಸುದ್ದಿ ಬಳ್ಳಾರಿ.ಏ.22: ಸಂಡೂರು ತಾಲ್ಲೂಕು ಪರಿಶಿಷ್ಟ ವರ್ಗಗಳ ಕಲ್ಯಾಣ ಇಲಾಖೆ ವತಿಯಿಂದ 2025-26ನೇ ಸಾಲಿಗೆ 5ನೇ ತರಗತಿಯಲ್ಲಿ ಶೇ.60 ಕ್ಕಿಂತ ಹೆಚ್ಚು ಅಂಕ ಪಡೆದಿರುವ ಪರಿಶಿಷ್ಟ ವರ್ಗದ ವಿದ್ಯಾರ್ಥಿಗಳಿಗೆ 6ನೇ ತರಗತಿಗೆ ಪ್ರತಿಷ್ಠಿತ ಖಾಸಗಿ ಶಾಲೆಗಳಲ್ಲಿ ಪ್ರವೇಶ ಪಡೆಯಲು ಅರ್ಹ ವಿದ್ಯಾರ್ಥಿಗಳಿಂದ ಅರ್ಜಿ ಆಹ್ವಾನಿಸಲಾಗಿದೆ. ಆಸಕ್ತರು ಸಂಡೂರು ಪರಿಶಿಷ್ಟ ವರ್ಗಗಳ ಕಲ್ಯಾಣಾಧಿಕಾರಿಗಳ ಕಚೇರಿಯಿಂದ ಉಚಿತವಾಗಿ ಅರ್ಜಿ ನಮೂನೆ ಪಡೆದು ಭರ್ತಿ ಮಾಡಿ ಮೇ 03 ರೊಳಗಾಗಿ ಸಲ್ಲಿಸಬೇಕು. ಹೆಚ್ಚಿನ ಮಾಹಿತಿಗಾಗಿ ದೂ.08395-200073 ಗೆ ಸಂಪರ್ಕಿಸಬಹುದು ಎಂದು ಪ್ರಕಟಣೆಯಲ್ಲಿ ತಿಳಿಸಿದ್ದಾರೆ. — [34, 120, 240, 167]
lead-photo-2 — [724, 106, 786, 218]
road-body-col1: ಸುವರ್ಣವಾಹಿನಿ ಸುದ್ದಿ ಕಂಪ್ಲಿ.ಏ.22: ಪಟ್ಟಣದ ಪ್ರಮುಖ ರಸ್ತೆಗಳ ಅಗಲೀಕರಣ ಕಾಮಗಾರಿಯನ್ನು ತ್ವರಿತಗತಿಯಲ್ಲಿ ಮುಗಿಸಿ, ಸಾರ್ವಜನಿಕರಿಗೆ ವಿದ್ಯುತ್ ಹಾಗೂ ಕುಡಿಯುವ ನೀರಿನ ಸೌಲಭ್ಯ ಒದಗಿಸಬೇಕು ಎಂದು ನಾಗರಿಕರು ಒತ್ತಾಯಿಸಿದ್ದಾರೆ. ಕಳೆದ ಹಲವು ತಿಂಗಳುಗಳಿಂದ ಕಾಮಗಾರಿ ನಿಧಾನಗತಿಯಲ್ಲಿ ಸಾಗುತ್ತಿದ್ದು, ವ್ಯಾಪಾರಿಗಳು ಹಾಗೂ ನಿವಾಸಿಗಳು ತೀವ್ರ ತೊಂದರೆ ಅನುಭವಿಸುತ್ತಿದ್ದಾರೆ. ರಸ್ತೆ ಬದಿಯ ಕಟ್ಟಡಗಳನ್ನು ತೆರವುಗೊಳಿಸಲಾಗಿದ್ದು, ಧೂಳಿನಿಂದ ಜನರು ಪರದಾಡುವಂತಾಗಿದೆ. ವಿದ್ಯುತ್ ಕಂಬಗಳನ್ನು ಸ್ಥಳಾಂತರಿಸದ ಕಾರಣ ವಿದ್ಯುತ್ ಪೂರೈಕೆಯಲ್ಲಿ ವ್ಯತ್ಯಯವಾಗುತ್ತಿದೆ. ಕುಡಿಯುವ ನೀರಿನ ಪೈಪ್‌ಲೈನ್ ಹಾನಿಗೊಂಡಿದ್ದು, ಸಮರ್ಪಕ ನೀರು ಪೂರೈಕೆಯಾಗುತ್ತಿಲ್ಲ. ಸಂಬಂಧಿಸಿದ ಅಧಿಕಾರಿಗಳು ಕೂಡಲೇ ಕ್ರಮ ಕೈಗೊಳ್ಳಬೇಕು ಎಂದು ಆಗ್ರಹಿಸಿದ್ದಾರೆ. — [256, 1164, 408, 1243]
road-photo-caption: ಕಂಪ್ಲಿ ಪಟ್ಟಣದ ರಸ್ತೆ ಅಗಲೀಕರಣ ಕಾಮಗಾರಿಯಿಂದ ವಿದ್ಯುತ್ ಕಂಬಗಳು ತೆರವುಗೊಳ್ಳದೆ ನೀರು ಪೂರೈಕೆ ಹಾಗೂ ವಿದ್ಯುತ್ ಸರಬರಾಜಿನಲ್ಲಿ ವ್ಯತ್ಯಯವಾಗಿದ್ದು ಸಾರ್ವಜನಿಕರು ಪರದಾಡುತ್ತಿರುವುದು. — [412, 1316, 722, 1333]
divider — [254, 812, 514, 813]
siddaramaiah-photo — [386, 844, 510, 962]
cyan-dot — [598, 1538, 605, 1545]
brand-logo — [396, 32, 576, 60]
divider — [519, 1010, 913, 1011]
magenta-dot — [39, 1538, 46, 1545]
magenta-dot — [607, 1538, 614, 1545]
cyan-dot — [30, 1538, 37, 1545]
court-headline-band — [519, 368, 913, 386]
